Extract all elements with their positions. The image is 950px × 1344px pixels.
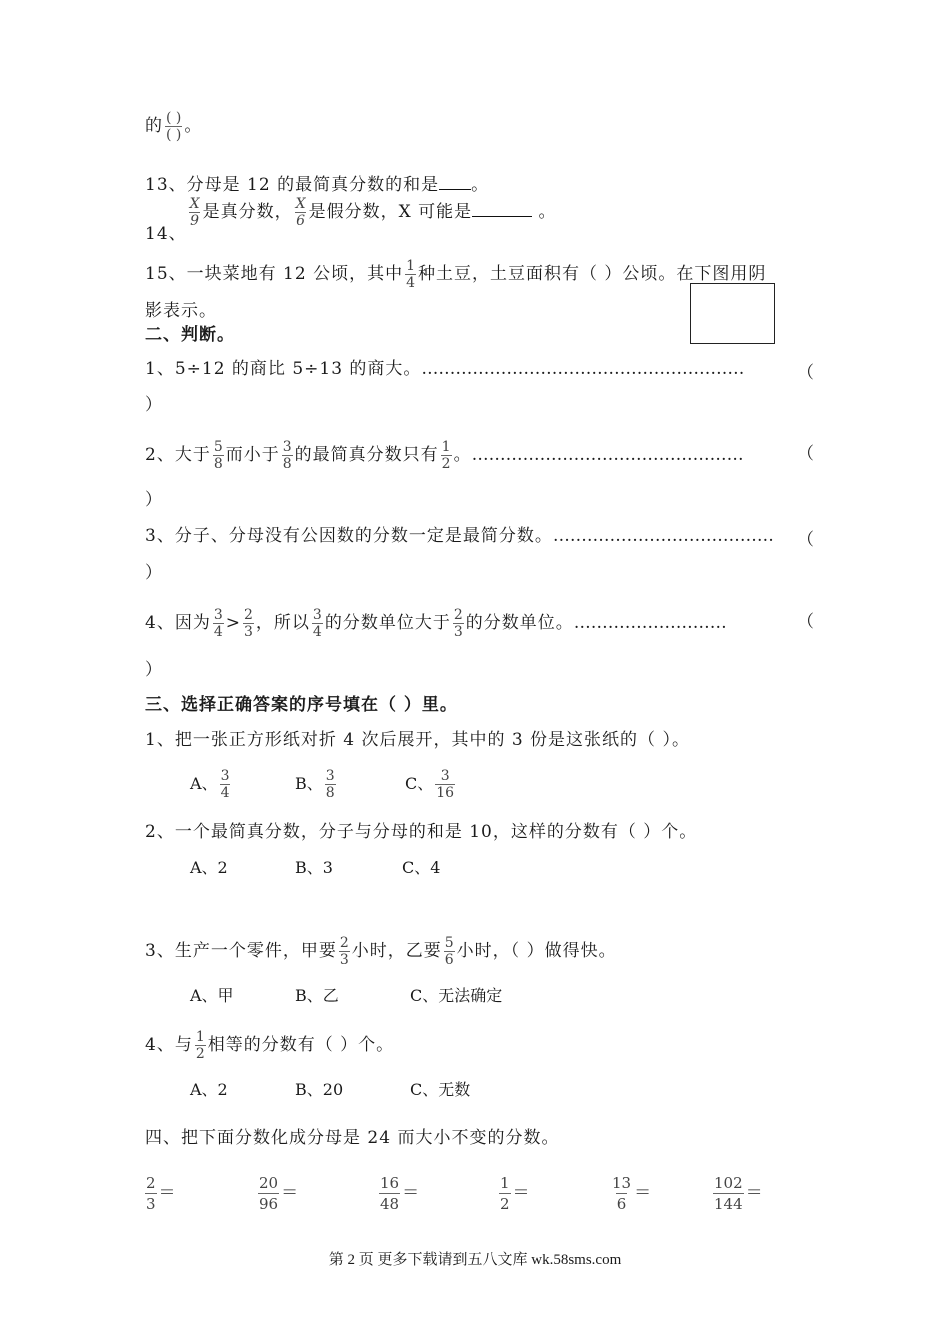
judge1-text: 1、5÷12 的商比 5÷13 的商大。 — [145, 359, 422, 379]
judge4-post: 的分数单位。 — [465, 613, 574, 633]
question-15 — [145, 258, 766, 291]
choice-q3 — [145, 935, 617, 968]
carryover-den: ( ) — [166, 127, 182, 143]
page-footer: 第 2 页 更多下载请到五八文库 wk.58sms.com — [328, 1252, 622, 1268]
q1-b-fraction — [325, 768, 336, 801]
q15-pre: 15、一块菜地有 12 公顷，其中 — [145, 264, 404, 284]
judge4-f3-den: 4 — [312, 624, 322, 640]
choice-q2-option-a[interactable]: A、2 — [190, 858, 228, 877]
convert-item-6[interactable] — [711, 1173, 763, 1214]
q15-f-num: 1 — [406, 258, 415, 274]
choice-q4 — [145, 1029, 394, 1062]
convert4-num: 1 — [500, 1174, 510, 1192]
carryover-fraction — [165, 110, 182, 143]
judge2-dots: ………………………………………… — [471, 445, 744, 465]
judge2-f3-den: 2 — [441, 456, 451, 472]
q14-f1-den: 9 — [190, 213, 200, 229]
convert6-den: 144 — [714, 1195, 743, 1213]
judge2-mid1: 而小于 — [225, 445, 280, 465]
choice-q3-option-a[interactable]: A、甲 — [190, 986, 234, 1005]
judge4-gt: > — [225, 613, 241, 633]
convert3-den: 48 — [380, 1195, 400, 1213]
judge2-f2-num: 3 — [282, 439, 292, 455]
carryover-suffix: 。 — [184, 116, 203, 136]
judge1-open-paren[interactable]: （ — [797, 363, 814, 383]
judge-item-3 — [145, 525, 774, 547]
q1-c-num: 3 — [440, 768, 450, 784]
judge2-pre: 2、大于 — [145, 445, 211, 465]
q1-c-den: 16 — [436, 785, 455, 801]
q4-fraction — [195, 1029, 206, 1062]
convert5-num: 13 — [612, 1174, 632, 1192]
convert-item-3[interactable] — [377, 1173, 419, 1214]
convert4-eq: ＝ — [512, 1183, 530, 1203]
q14-mid2: 是假分数，X 可能是 — [308, 202, 473, 222]
question-13 — [145, 174, 489, 196]
judge3-text: 3、分子、分母没有公因数的分数一定是最简分数。 — [145, 526, 553, 546]
q15-line2: 影表示。 — [145, 301, 217, 321]
q1-a-fraction — [220, 768, 231, 801]
q3-mid: 小时，乙要 — [351, 941, 442, 961]
judge4-f1-num: 3 — [213, 607, 223, 623]
judge4-f1-den: 4 — [213, 624, 223, 640]
judge4-f4-den: 3 — [453, 624, 463, 640]
judge3-open-paren[interactable]: （ — [797, 530, 814, 550]
judge4-f2-den: 3 — [244, 624, 253, 640]
convert3-num: 16 — [380, 1174, 400, 1192]
choice-q1-option-a[interactable] — [190, 768, 232, 801]
q1-b-label: B、 — [295, 774, 323, 793]
convert6-num: 102 — [714, 1174, 743, 1192]
convert5-fraction — [611, 1173, 632, 1214]
choice-q4-option-c[interactable]: C、无数 — [410, 1080, 471, 1099]
convert-item-2[interactable] — [256, 1173, 298, 1214]
q3-fraction-2 — [444, 935, 455, 968]
q4-f-den: 2 — [195, 1046, 205, 1062]
choice-q2-option-c[interactable]: C、4 — [402, 858, 441, 877]
carryover-num: ( ) — [166, 110, 182, 126]
judge4-f4-num: 2 — [453, 607, 463, 623]
convert-item-1[interactable] — [143, 1173, 176, 1214]
convert6-eq: ＝ — [745, 1183, 763, 1203]
q15-shading-box[interactable] — [690, 283, 775, 344]
choice-q4-option-a[interactable]: A、2 — [190, 1080, 228, 1099]
q14-mid1: 是真分数， — [202, 202, 293, 222]
convert-item-5[interactable] — [609, 1173, 651, 1214]
choice-q1-option-b[interactable] — [295, 768, 338, 801]
convert1-fraction — [145, 1173, 157, 1214]
judge2-fraction-3 — [441, 439, 452, 472]
q15-post: 种土豆，土豆面积有（ ）公顷。在下图用阴 — [418, 264, 767, 284]
convert2-eq: ＝ — [281, 1183, 299, 1203]
judge4-open-paren[interactable]: （ — [797, 612, 814, 632]
convert2-num: 20 — [259, 1174, 279, 1192]
choice-q3-option-b[interactable]: B、乙 — [295, 986, 339, 1005]
judge2-mid2: 的最简真分数只有 — [294, 445, 439, 465]
q1-a-num: 3 — [220, 768, 230, 784]
carryover-line — [145, 110, 202, 143]
choice-q2-text: 2、一个最简真分数，分子与分母的和是 10，这样的分数有（ ）个。 — [145, 822, 698, 842]
q13-answer-blank[interactable] — [439, 189, 471, 190]
q3-f1-num: 2 — [339, 935, 349, 951]
judge3-close-paren: ） — [145, 563, 163, 583]
judge4-f2-num: 2 — [244, 607, 253, 623]
q14-f1-num: X — [189, 196, 200, 212]
convert2-fraction — [258, 1173, 279, 1214]
choice-q3-option-c[interactable]: C、无法确定 — [410, 986, 503, 1005]
q4-pre: 4、与 — [145, 1035, 193, 1055]
convert3-fraction — [379, 1173, 400, 1214]
convert4-den: 2 — [500, 1195, 510, 1213]
judge4-mid: ，所以 — [255, 613, 310, 633]
q3-f2-num: 5 — [444, 935, 454, 951]
judge2-fraction-2 — [282, 439, 293, 472]
question-14 — [145, 196, 557, 244]
q1-c-label: C、 — [405, 774, 434, 793]
judge3-dots: ………………………………… — [552, 526, 774, 546]
q3-f1-den: 3 — [339, 952, 349, 968]
convert6-fraction — [713, 1173, 744, 1214]
judge4-fraction-3 — [312, 607, 323, 640]
q4-post: 相等的分数有（ ）个。 — [207, 1035, 395, 1055]
choice-q4-option-b[interactable]: B、20 — [295, 1080, 344, 1099]
judge2-f3-num: 1 — [441, 439, 451, 455]
judge-item-4 — [145, 607, 727, 640]
judge2-f2-den: 8 — [282, 456, 292, 472]
convert4-fraction — [499, 1173, 511, 1214]
section4-title: 四、把下面分数化成分母是 24 而大小不变的分数。 — [145, 1128, 560, 1148]
judge4-mid2: 的分数单位大于 — [324, 613, 451, 633]
judge4-fraction-4 — [453, 607, 464, 640]
judge2-close-paren: ） — [145, 490, 163, 510]
judge4-pre: 4、因为 — [145, 613, 211, 633]
judge-item-1 — [145, 358, 744, 380]
choice-q1-text: 1、把一张正方形纸对折 4 次后展开，其中的 3 份是这张纸的（ ）。 — [145, 730, 690, 750]
convert1-num: 2 — [146, 1174, 156, 1192]
judge-item-2 — [145, 439, 744, 472]
q15-fraction — [405, 258, 416, 291]
convert5-eq: ＝ — [634, 1183, 652, 1203]
judge1-close-paren: ） — [145, 395, 163, 415]
q14-f2-num: X — [295, 196, 306, 212]
q13-text: 13、分母是 12 的最简真分数的和是 — [145, 175, 440, 195]
convert3-eq: ＝ — [402, 1183, 420, 1203]
q14-label: 14、 — [145, 224, 187, 244]
carryover-prefix: 的 — [145, 116, 163, 136]
judge2-f1-num: 5 — [213, 439, 223, 455]
convert-item-4[interactable] — [497, 1173, 530, 1214]
convert1-den: 3 — [146, 1195, 156, 1213]
judge4-close-paren: ） — [145, 660, 163, 680]
q1-c-fraction — [435, 768, 455, 801]
judge4-fraction-2 — [243, 607, 254, 640]
q15-f-den: 4 — [406, 275, 415, 291]
q1-b-num: 3 — [325, 768, 335, 784]
choice-q2-option-b[interactable]: B、3 — [295, 858, 333, 877]
judge4-dots: ……………………… — [573, 613, 727, 633]
q14-f2-den: 6 — [296, 213, 306, 229]
q3-fraction-1 — [339, 935, 350, 968]
q3-pre: 3、生产一个零件，甲要 — [145, 941, 337, 961]
q14-fraction-2 — [295, 196, 307, 229]
convert2-den: 96 — [259, 1195, 279, 1213]
q3-post: 小时，（ ）做得快。 — [456, 941, 617, 961]
judge1-dots: ………………………………………………… — [421, 359, 745, 379]
q1-a-den: 4 — [220, 785, 230, 801]
q1-b-den: 8 — [325, 785, 335, 801]
section2-title: 二、判断。 — [145, 325, 235, 345]
choice-q1-option-c[interactable] — [405, 768, 457, 801]
q4-f-num: 1 — [195, 1029, 205, 1045]
judge2-fraction-1 — [213, 439, 224, 472]
q3-f2-den: 6 — [444, 952, 454, 968]
q14-end: 。 — [538, 202, 557, 222]
q1-a-label: A、 — [190, 774, 218, 793]
section3-title: 三、选择正确答案的序号填在（ ）里。 — [145, 695, 458, 715]
judge2-f1-den: 8 — [213, 456, 223, 472]
judge4-fraction-1 — [213, 607, 224, 640]
convert1-eq: ＝ — [158, 1183, 176, 1203]
judge2-open-paren[interactable]: （ — [797, 444, 814, 464]
q13-end: 。 — [471, 175, 490, 195]
convert5-den: 6 — [616, 1195, 627, 1213]
judge2-post: 。 — [453, 445, 472, 465]
q14-fraction-1 — [189, 196, 201, 229]
judge4-f3-num: 3 — [312, 607, 322, 623]
q14-answer-blank[interactable] — [472, 216, 532, 217]
